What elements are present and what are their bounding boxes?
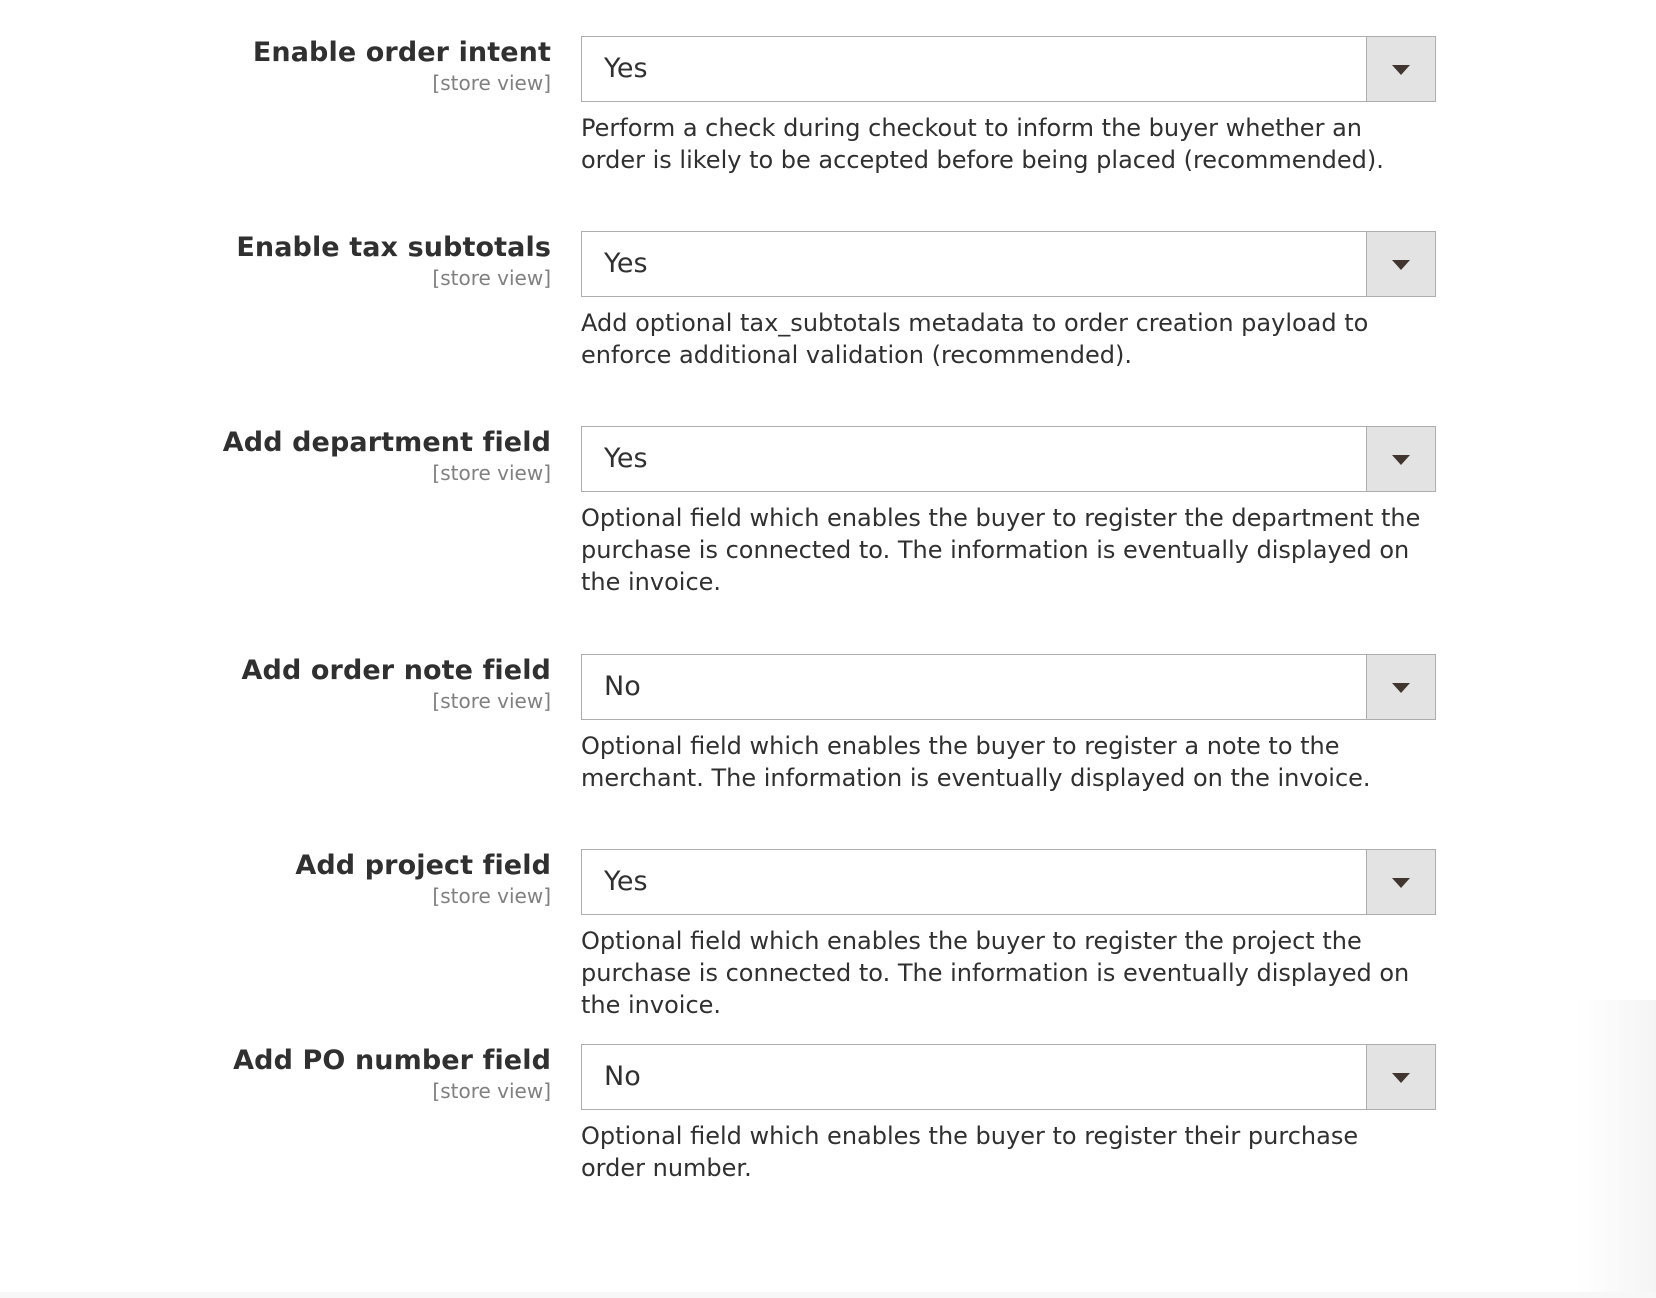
scope-label: [store view]: [432, 461, 551, 485]
field-label-group: [0, 231, 551, 290]
select-value: Yes: [604, 248, 648, 279]
field-note: Optional field which enables the buyer to register their purchase order number.: [581, 1122, 1359, 1182]
field-label: Enable tax subtotals: [236, 232, 551, 263]
field-control: [581, 654, 1436, 794]
field-label-group: [0, 426, 551, 485]
field-control: [581, 231, 1436, 371]
dropdown-toggle-button[interactable]: [1366, 850, 1435, 914]
dropdown-toggle-button[interactable]: [1366, 655, 1435, 719]
select-value: Yes: [604, 53, 648, 84]
field-control: [581, 426, 1436, 598]
scope-label: [store view]: [432, 266, 551, 290]
field-label-group: [0, 1044, 551, 1103]
add-po-number-field-select[interactable]: [581, 1044, 1436, 1110]
page-edge-shadow: [1576, 1000, 1656, 1298]
chevron-down-icon: [1392, 878, 1410, 888]
add-order-note-field-select[interactable]: [581, 654, 1436, 720]
field-control: [581, 36, 1436, 176]
field-label: Add order note field: [241, 655, 551, 686]
field-note: Optional field which enables the buyer to register the project the purchase is connected to. The information is eventually displayed on the invoice.: [581, 927, 1410, 1019]
select-value: No: [604, 671, 641, 702]
field-label: Add project field: [295, 850, 551, 881]
field-control: [581, 1044, 1436, 1184]
scope-label: [store view]: [432, 689, 551, 713]
field-label-group: [0, 654, 551, 713]
scope-label: [store view]: [432, 71, 551, 95]
field-control: [581, 849, 1436, 1021]
dropdown-toggle-button[interactable]: [1366, 1045, 1435, 1109]
field-note: Add optional tax_subtotals metadata to order creation payload to enforce additional validation (recommended).: [581, 309, 1369, 369]
scope-label: [store view]: [432, 884, 551, 908]
chevron-down-icon: [1392, 65, 1410, 75]
dropdown-toggle-button[interactable]: [1366, 427, 1435, 491]
chevron-down-icon: [1392, 683, 1410, 693]
add-project-field-select[interactable]: [581, 849, 1436, 915]
enable-order-intent-select[interactable]: [581, 36, 1436, 102]
field-label-group: [0, 36, 551, 95]
scope-label: [store view]: [432, 1079, 551, 1103]
page-bottom-divider: [0, 1292, 1656, 1298]
field-note: Perform a check during checkout to inform the buyer whether an order is likely to be accepted before being placed (recommended).: [581, 114, 1384, 174]
field-label: Enable order intent: [252, 37, 551, 68]
select-value: Yes: [604, 443, 648, 474]
enable-tax-subtotals-select[interactable]: [581, 231, 1436, 297]
field-note: Optional field which enables the buyer to register the department the purchase is connected to. The information is eventually displayed on the invoice.: [581, 504, 1421, 596]
dropdown-toggle-button[interactable]: [1366, 232, 1435, 296]
field-label: Add PO number field: [233, 1045, 551, 1076]
field-label-group: [0, 849, 551, 908]
chevron-down-icon: [1392, 260, 1410, 270]
field-label: Add department field: [222, 427, 551, 458]
select-value: Yes: [604, 866, 648, 897]
chevron-down-icon: [1392, 455, 1410, 465]
field-note: Optional field which enables the buyer to register a note to the merchant. The information is eventually displayed on the invoice.: [581, 732, 1371, 792]
dropdown-toggle-button[interactable]: [1366, 37, 1435, 101]
chevron-down-icon: [1392, 1073, 1410, 1083]
add-department-field-select[interactable]: [581, 426, 1436, 492]
select-value: No: [604, 1061, 641, 1092]
